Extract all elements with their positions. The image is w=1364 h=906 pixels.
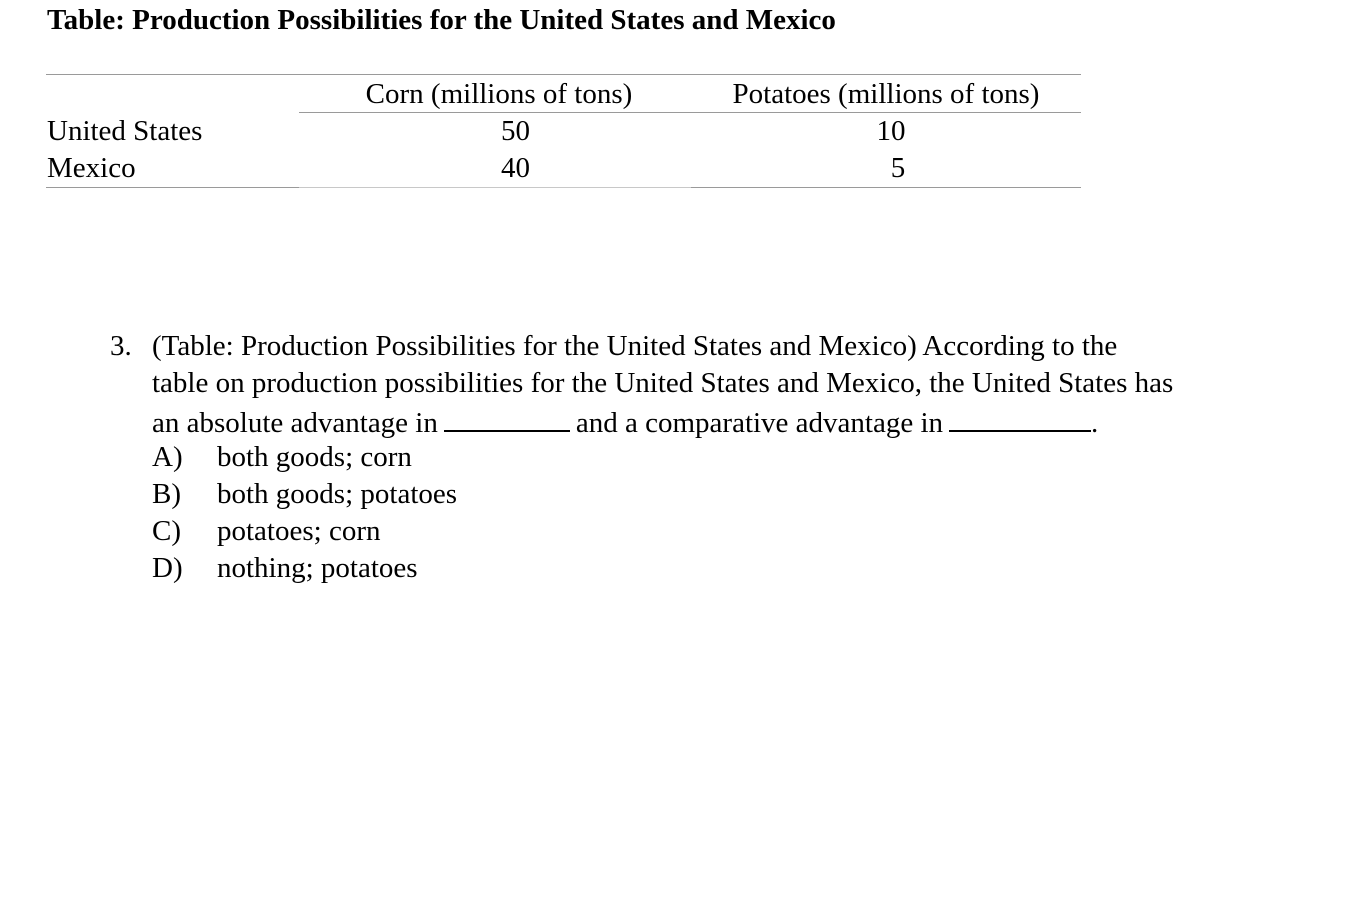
option-letter: A)	[152, 441, 183, 473]
question-text: an absolute advantage in	[152, 407, 438, 439]
cell-mexico-corn: 40	[501, 152, 530, 184]
table-bottom-rule	[46, 187, 299, 188]
table-bottom-rule	[299, 187, 699, 188]
answer-blank	[444, 402, 570, 432]
production-table	[46, 74, 1081, 188]
column-header-corn: Corn (millions of tons)	[365, 78, 633, 110]
answer-option-a[interactable]	[110, 439, 1330, 476]
option-text: both goods; corn	[217, 441, 412, 473]
question-text: and a comparative advantage in	[575, 407, 944, 439]
table-top-rule	[46, 74, 1081, 75]
cell-mexico-potatoes: 5	[890, 152, 906, 184]
question-number: 3.	[110, 330, 132, 362]
answer-option-b[interactable]	[110, 476, 1330, 513]
answer-option-c[interactable]	[110, 513, 1330, 550]
page-title: Table: Production Possibilities for the United States and Mexico	[47, 4, 836, 36]
question-line	[110, 402, 1330, 439]
option-text: potatoes; corn	[217, 515, 381, 547]
option-text: nothing; potatoes	[217, 552, 418, 584]
question-line	[110, 365, 1330, 402]
answer-option-d[interactable]	[110, 550, 1330, 587]
option-text: both goods; potatoes	[217, 478, 458, 510]
question-block	[110, 328, 1330, 587]
option-letter: B)	[152, 478, 181, 510]
question-end-punct: .	[1091, 407, 1099, 439]
question-text: table on production possibilities for the United States and Mexico, the United States has	[152, 367, 1174, 399]
answer-blank	[949, 402, 1091, 432]
question-text: (Table: Production Possibilities for the United States and Mexico) According to the	[152, 330, 1118, 362]
option-letter: C)	[152, 515, 181, 547]
column-header-potatoes: Potatoes (millions of tons)	[732, 78, 1040, 110]
cell-us-corn: 50	[501, 115, 530, 147]
cell-us-potatoes: 10	[876, 115, 906, 147]
row-label-mexico: Mexico	[47, 152, 136, 184]
question-line	[110, 328, 1330, 365]
option-letter: D)	[152, 552, 183, 584]
table-bottom-rule	[691, 187, 1081, 188]
row-label-united-states: United States	[47, 115, 203, 147]
